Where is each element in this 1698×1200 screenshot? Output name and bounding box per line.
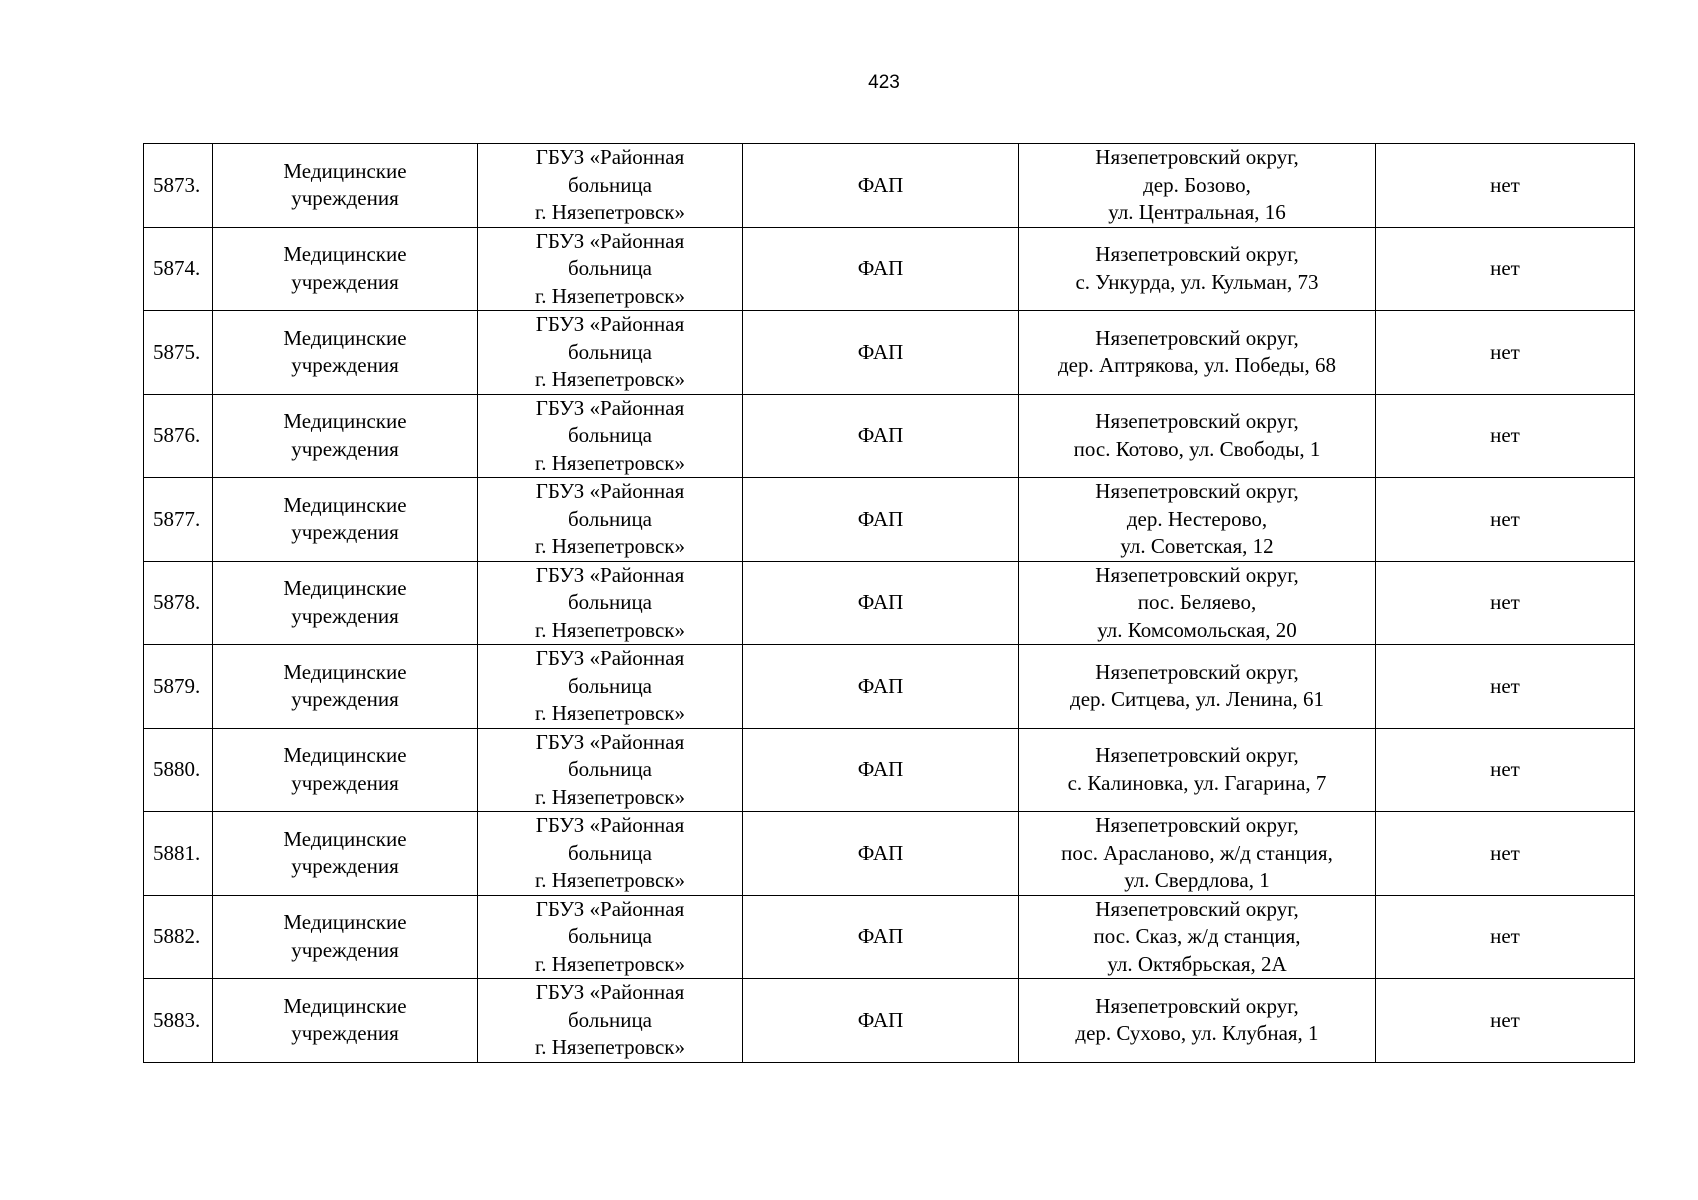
status-value: нет bbox=[1490, 423, 1520, 447]
organization-line: больница bbox=[568, 172, 652, 197]
organization-cell bbox=[478, 895, 743, 979]
organization-line: г. Нязепетровск» bbox=[535, 367, 685, 391]
facility-type: ФАП bbox=[857, 339, 904, 364]
row-number: 5873. bbox=[153, 172, 201, 197]
address-line: Нязепетровский округ, bbox=[1095, 743, 1299, 768]
organization-line: больница bbox=[568, 339, 652, 364]
organization-line: ГБУЗ «Районная bbox=[535, 312, 685, 336]
category-cell bbox=[213, 979, 478, 1063]
address-cell bbox=[1019, 144, 1376, 228]
address-cell bbox=[1019, 227, 1376, 311]
organization-line: г. Нязепетровск» bbox=[535, 701, 685, 725]
category-line: Медицинские bbox=[283, 158, 407, 183]
row-number-cell bbox=[144, 979, 213, 1063]
row-number-cell bbox=[144, 478, 213, 562]
address-line: пос. Сказ, ж/д станция, bbox=[1093, 924, 1301, 948]
row-number: 5880. bbox=[153, 757, 201, 781]
category-line: Медицинские bbox=[283, 576, 407, 601]
address-cell bbox=[1019, 812, 1376, 896]
category-line: учреждения bbox=[291, 603, 399, 628]
organization-line: г. Нязепетровск» bbox=[535, 617, 685, 642]
category-line: Медицинские bbox=[283, 325, 407, 350]
organization-line: ГБУЗ «Районная bbox=[535, 729, 685, 754]
row-number-cell bbox=[144, 561, 213, 645]
organization-cell bbox=[478, 645, 743, 729]
address-line: пос. Арасланово, ж/д станция, bbox=[1061, 840, 1333, 865]
facility-type: ФАП bbox=[857, 423, 904, 447]
table-row bbox=[144, 812, 1635, 896]
organization-line: больница bbox=[568, 840, 652, 865]
status-value: нет bbox=[1490, 840, 1520, 865]
status-cell bbox=[1376, 645, 1635, 729]
category-cell bbox=[213, 311, 478, 395]
status-value: нет bbox=[1490, 506, 1520, 531]
facility-type-cell bbox=[743, 561, 1019, 645]
address-cell bbox=[1019, 561, 1376, 645]
category-line: учреждения bbox=[291, 353, 399, 378]
status-value: нет bbox=[1490, 590, 1520, 614]
organization-line: ГБУЗ «Районная bbox=[535, 896, 685, 921]
table-row bbox=[144, 227, 1635, 311]
table-row bbox=[144, 728, 1635, 812]
organization-line: больница bbox=[568, 673, 652, 698]
category-line: учреждения bbox=[291, 186, 399, 211]
address-line: Нязепетровский округ, bbox=[1095, 409, 1299, 434]
category-line: учреждения bbox=[291, 436, 399, 461]
organization-cell bbox=[478, 394, 743, 478]
organization-cell bbox=[478, 561, 743, 645]
address-line: Нязепетровский округ, bbox=[1095, 993, 1299, 1018]
category-line: учреждения bbox=[291, 520, 399, 545]
table-row bbox=[144, 645, 1635, 729]
page-number: 423 bbox=[868, 72, 900, 93]
organization-line: больница bbox=[568, 423, 652, 447]
facility-type-cell bbox=[743, 645, 1019, 729]
facility-type-cell bbox=[743, 728, 1019, 812]
status-cell bbox=[1376, 979, 1635, 1063]
organization-line: г. Нязепетровск» bbox=[535, 450, 685, 475]
organization-line: больница bbox=[568, 924, 652, 948]
row-number-cell bbox=[144, 144, 213, 228]
organization-line: больница bbox=[568, 256, 652, 280]
address-line: ул. Советская, 12 bbox=[1120, 534, 1274, 558]
organization-line: г. Нязепетровск» bbox=[535, 868, 685, 892]
address-cell bbox=[1019, 478, 1376, 562]
category-line: Медицинские bbox=[283, 910, 407, 935]
organization-line: г. Нязепетровск» bbox=[535, 534, 685, 558]
facility-type-cell bbox=[743, 144, 1019, 228]
category-line: учреждения bbox=[291, 854, 399, 879]
address-line: Нязепетровский округ, bbox=[1095, 145, 1299, 169]
facility-type: ФАП bbox=[857, 757, 904, 781]
status-cell bbox=[1376, 394, 1635, 478]
category-line: учреждения bbox=[291, 687, 399, 712]
table-row bbox=[144, 895, 1635, 979]
organization-cell bbox=[478, 979, 743, 1063]
category-cell bbox=[213, 227, 478, 311]
organization-line: больница bbox=[568, 1007, 652, 1032]
row-number-cell bbox=[144, 895, 213, 979]
organization-cell bbox=[478, 311, 743, 395]
address-line: дер. Ситцева, ул. Ленина, 61 bbox=[1070, 687, 1324, 712]
facility-type-cell bbox=[743, 311, 1019, 395]
address-line: Нязепетровский округ, bbox=[1095, 659, 1299, 684]
organization-line: ГБУЗ «Районная bbox=[535, 395, 685, 420]
row-number-cell bbox=[144, 311, 213, 395]
category-line: Медицинские bbox=[283, 993, 407, 1018]
row-number: 5881. bbox=[153, 840, 201, 865]
organization-line: больница bbox=[568, 757, 652, 781]
address-cell bbox=[1019, 979, 1376, 1063]
organization-line: ГБУЗ «Районная bbox=[535, 813, 685, 837]
status-cell bbox=[1376, 895, 1635, 979]
table-row bbox=[144, 478, 1635, 562]
organization-line: ГБУЗ «Районная bbox=[535, 980, 685, 1004]
organization-cell bbox=[478, 144, 743, 228]
row-number: 5875. bbox=[153, 339, 201, 364]
address-line: ул. Комсомольская, 20 bbox=[1097, 617, 1297, 642]
status-value: нет bbox=[1490, 924, 1520, 948]
address-line: дер. Бозово, bbox=[1143, 172, 1251, 197]
registry-table bbox=[143, 143, 1635, 1063]
organization-line: больница bbox=[568, 590, 652, 614]
status-cell bbox=[1376, 561, 1635, 645]
category-line: Медицинские bbox=[283, 409, 407, 434]
status-value: нет bbox=[1490, 673, 1520, 698]
category-line: Медицинские bbox=[283, 826, 407, 851]
facility-type: ФАП bbox=[857, 256, 904, 280]
organization-line: г. Нязепетровск» bbox=[535, 283, 685, 308]
facility-type: ФАП bbox=[857, 506, 904, 531]
organization-line: г. Нязепетровск» bbox=[535, 1035, 685, 1059]
address-line: пос. Беляево, bbox=[1137, 590, 1257, 614]
address-line: дер. Нестерово, bbox=[1126, 506, 1268, 531]
row-number-cell bbox=[144, 812, 213, 896]
category-cell bbox=[213, 478, 478, 562]
category-line: Медицинские bbox=[283, 242, 407, 267]
address-line: с. Калиновка, ул. Гагарина, 7 bbox=[1067, 770, 1327, 795]
facility-type-cell bbox=[743, 812, 1019, 896]
address-cell bbox=[1019, 394, 1376, 478]
address-cell bbox=[1019, 895, 1376, 979]
address-line: дер. Сухово, ул. Клубная, 1 bbox=[1075, 1021, 1319, 1046]
organization-line: г. Нязепетровск» bbox=[535, 951, 685, 976]
facility-type: ФАП bbox=[857, 172, 904, 197]
category-cell bbox=[213, 728, 478, 812]
status-value: нет bbox=[1490, 1007, 1520, 1032]
organization-line: ГБУЗ «Районная bbox=[535, 145, 685, 169]
status-value: нет bbox=[1490, 256, 1520, 280]
organization-line: больница bbox=[568, 506, 652, 531]
status-cell bbox=[1376, 227, 1635, 311]
address-line: ул. Свердлова, 1 bbox=[1124, 868, 1270, 892]
facility-type: ФАП bbox=[857, 924, 904, 948]
row-number: 5878. bbox=[153, 590, 201, 614]
category-line: Медицинские bbox=[283, 492, 407, 517]
category-line: Медицинские bbox=[283, 659, 407, 684]
address-line: пос. Котово, ул. Свободы, 1 bbox=[1073, 436, 1321, 461]
row-number-cell bbox=[144, 728, 213, 812]
organization-line: ГБУЗ «Районная bbox=[535, 479, 685, 503]
category-line: учреждения bbox=[291, 937, 399, 962]
status-cell bbox=[1376, 728, 1635, 812]
organization-line: ГБУЗ «Районная bbox=[535, 646, 685, 670]
registry-table-body bbox=[144, 144, 1635, 1063]
facility-type-cell bbox=[743, 394, 1019, 478]
organization-line: г. Нязепетровск» bbox=[535, 784, 685, 809]
row-number: 5876. bbox=[153, 423, 201, 447]
status-cell bbox=[1376, 812, 1635, 896]
category-line: учреждения bbox=[291, 269, 399, 294]
facility-type-cell bbox=[743, 895, 1019, 979]
category-line: учреждения bbox=[291, 1021, 399, 1046]
address-cell bbox=[1019, 311, 1376, 395]
table-row bbox=[144, 561, 1635, 645]
address-line: Нязепетровский округ, bbox=[1095, 562, 1299, 587]
address-cell bbox=[1019, 728, 1376, 812]
category-cell bbox=[213, 394, 478, 478]
status-cell bbox=[1376, 478, 1635, 562]
organization-line: ГБУЗ «Районная bbox=[535, 228, 685, 253]
facility-type-cell bbox=[743, 478, 1019, 562]
status-value: нет bbox=[1490, 172, 1520, 197]
organization-cell bbox=[478, 728, 743, 812]
organization-line: г. Нязепетровск» bbox=[535, 200, 685, 224]
category-line: Медицинские bbox=[283, 743, 407, 768]
address-line: ул. Центральная, 16 bbox=[1108, 200, 1286, 224]
address-line: с. Ункурда, ул. Кульман, 73 bbox=[1075, 269, 1319, 294]
row-number: 5882. bbox=[153, 924, 201, 948]
facility-type-cell bbox=[743, 227, 1019, 311]
status-cell bbox=[1376, 144, 1635, 228]
address-line: Нязепетровский округ, bbox=[1095, 896, 1299, 921]
status-value: нет bbox=[1490, 757, 1520, 781]
organization-cell bbox=[478, 227, 743, 311]
row-number-cell bbox=[144, 394, 213, 478]
address-line: Нязепетровский округ, bbox=[1095, 242, 1299, 267]
facility-type: ФАП bbox=[857, 590, 904, 614]
organization-cell bbox=[478, 478, 743, 562]
table-row bbox=[144, 394, 1635, 478]
row-number: 5879. bbox=[153, 673, 201, 698]
status-value: нет bbox=[1490, 339, 1520, 364]
facility-type-cell bbox=[743, 979, 1019, 1063]
category-cell bbox=[213, 561, 478, 645]
row-number: 5874. bbox=[153, 256, 201, 280]
address-line: ул. Октябрьская, 2А bbox=[1107, 951, 1287, 976]
address-line: Нязепетровский округ, bbox=[1095, 325, 1299, 350]
table-row bbox=[144, 979, 1635, 1063]
organization-line: ГБУЗ «Районная bbox=[535, 562, 685, 587]
status-cell bbox=[1376, 311, 1635, 395]
address-cell bbox=[1019, 645, 1376, 729]
row-number-cell bbox=[144, 645, 213, 729]
row-number: 5883. bbox=[153, 1007, 201, 1032]
organization-cell bbox=[478, 812, 743, 896]
address-line: Нязепетровский округ, bbox=[1095, 479, 1299, 503]
category-cell bbox=[213, 812, 478, 896]
facility-type: ФАП bbox=[857, 840, 904, 865]
category-line: учреждения bbox=[291, 770, 399, 795]
category-cell bbox=[213, 144, 478, 228]
category-cell bbox=[213, 895, 478, 979]
table-row bbox=[144, 144, 1635, 228]
address-line: дер. Аптрякова, ул. Победы, 68 bbox=[1057, 353, 1337, 378]
row-number-cell bbox=[144, 227, 213, 311]
row-number: 5877. bbox=[153, 506, 201, 531]
table-row bbox=[144, 311, 1635, 395]
category-cell bbox=[213, 645, 478, 729]
facility-type: ФАП bbox=[857, 673, 904, 698]
address-line: Нязепетровский округ, bbox=[1095, 813, 1299, 837]
facility-type: ФАП bbox=[857, 1007, 904, 1032]
